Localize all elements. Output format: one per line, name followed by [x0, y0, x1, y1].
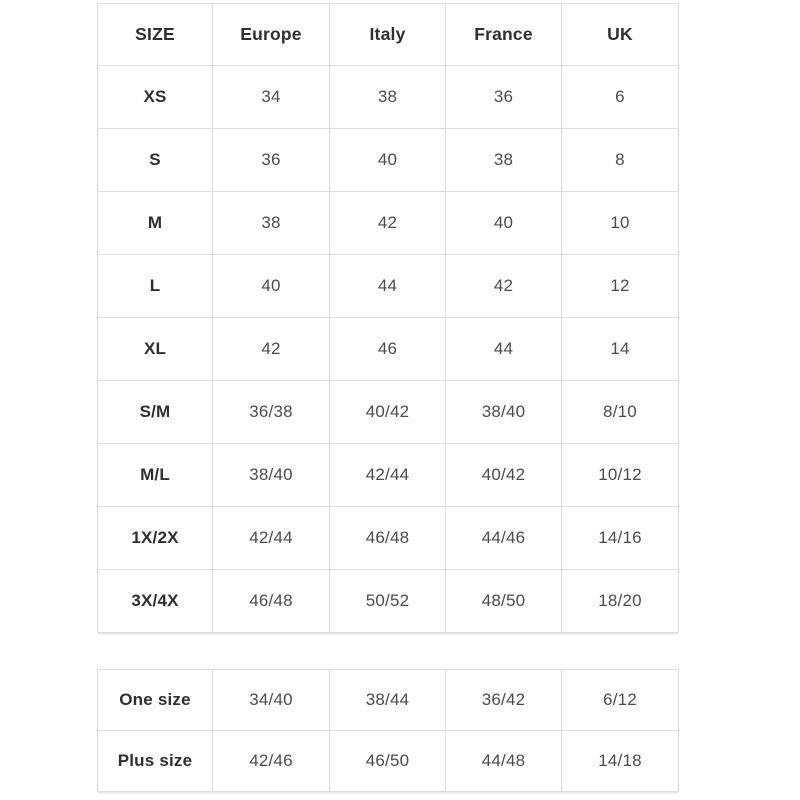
size-value-cell: 44/46	[446, 507, 562, 570]
row-label-xs: XS	[98, 66, 213, 129]
table-row-s	[98, 129, 679, 192]
row-label-m: M	[98, 192, 213, 255]
size-value-cell: 36	[213, 129, 330, 192]
table-row-3x-4x	[98, 570, 679, 633]
size-value-cell: 34/40	[213, 670, 330, 731]
size-value-cell: 46/50	[330, 731, 446, 792]
size-value-cell: 8	[562, 129, 679, 192]
size-value-cell: 38	[213, 192, 330, 255]
size-value-cell: 14	[562, 318, 679, 381]
table-row-1x-2x	[98, 507, 679, 570]
row-label-xl: XL	[98, 318, 213, 381]
size-value-cell: 6	[562, 66, 679, 129]
row-label-plus-size: Plus size	[98, 731, 213, 792]
size-value-cell: 34	[213, 66, 330, 129]
size-value-cell: 10	[562, 192, 679, 255]
column-header-size: SIZE	[98, 4, 213, 66]
size-value-cell: 50/52	[330, 570, 446, 633]
combined-size-table	[97, 669, 679, 792]
table-row-plus-size	[98, 731, 679, 792]
size-value-cell: 38	[446, 129, 562, 192]
column-header-france: France	[446, 4, 562, 66]
row-label-one-size: One size	[98, 670, 213, 731]
column-header-europe: Europe	[213, 4, 330, 66]
table-row-s-m	[98, 381, 679, 444]
size-value-cell: 44	[446, 318, 562, 381]
size-value-cell: 46/48	[330, 507, 446, 570]
size-value-cell: 40/42	[446, 444, 562, 507]
row-label-s: S	[98, 129, 213, 192]
table-row-l	[98, 255, 679, 318]
size-conversion-table	[97, 3, 679, 633]
table-row-m-l	[98, 444, 679, 507]
size-value-cell: 8/10	[562, 381, 679, 444]
combined-size-table-body	[98, 670, 679, 792]
table-row-xs	[98, 66, 679, 129]
size-value-cell: 38/40	[446, 381, 562, 444]
size-value-cell: 14/16	[562, 507, 679, 570]
size-value-cell: 40/42	[330, 381, 446, 444]
size-value-cell: 36/42	[446, 670, 562, 731]
column-header-italy: Italy	[330, 4, 446, 66]
size-value-cell: 42/44	[213, 507, 330, 570]
size-value-cell: 38/44	[330, 670, 446, 731]
table-row-xl	[98, 318, 679, 381]
size-table-header	[98, 4, 679, 66]
size-value-cell: 42	[213, 318, 330, 381]
size-value-cell: 36/38	[213, 381, 330, 444]
row-label-m-l: M/L	[98, 444, 213, 507]
header-row	[98, 4, 679, 66]
size-value-cell: 44	[330, 255, 446, 318]
size-value-cell: 38	[330, 66, 446, 129]
size-value-cell: 6/12	[562, 670, 679, 731]
row-label-1x-2x: 1X/2X	[98, 507, 213, 570]
size-value-cell: 48/50	[446, 570, 562, 633]
size-value-cell: 18/20	[562, 570, 679, 633]
size-value-cell: 42	[330, 192, 446, 255]
size-value-cell: 10/12	[562, 444, 679, 507]
row-label-l: L	[98, 255, 213, 318]
table-row-m	[98, 192, 679, 255]
size-value-cell: 42	[446, 255, 562, 318]
size-value-cell: 40	[330, 129, 446, 192]
size-value-cell: 14/18	[562, 731, 679, 792]
size-value-cell: 40	[446, 192, 562, 255]
size-value-cell: 46	[330, 318, 446, 381]
size-value-cell: 46/48	[213, 570, 330, 633]
column-header-uk: UK	[562, 4, 679, 66]
table-row-one-size	[98, 670, 679, 731]
size-value-cell: 36	[446, 66, 562, 129]
row-label-s-m: S/M	[98, 381, 213, 444]
size-table-body	[98, 66, 679, 633]
size-value-cell: 12	[562, 255, 679, 318]
size-value-cell: 44/48	[446, 731, 562, 792]
row-label-3x-4x: 3X/4X	[98, 570, 213, 633]
size-value-cell: 42/44	[330, 444, 446, 507]
size-value-cell: 38/40	[213, 444, 330, 507]
size-value-cell: 40	[213, 255, 330, 318]
size-value-cell: 42/46	[213, 731, 330, 792]
